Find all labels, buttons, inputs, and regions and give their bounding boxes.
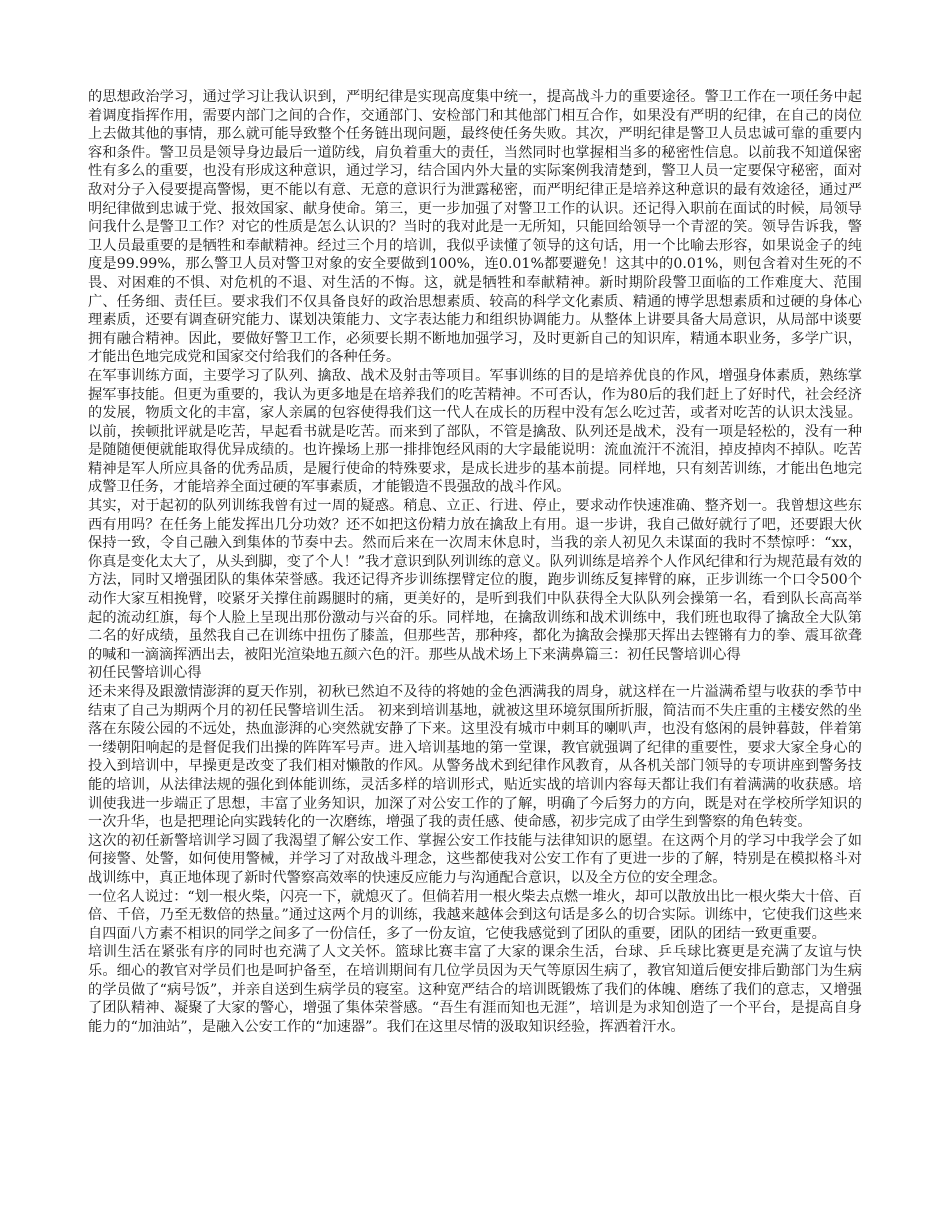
paragraph-police-skills: 这次的初任新警培训学习圆了我渴望了解公安工作、掌握公安工作技能与法律知识的愿望。在这两个月的学习中我学会了如何接警、处警，如何使用警械，并学习了对敌战斗理念，这些都使我对公安工作有了更进一步的了解，特别是在模拟格斗对战训练中，真正地体现了新时代警察高效率的快速反应能力与沟通配合意识，以及全方位的安全理念。 bbox=[88, 832, 862, 886]
paragraph-humanistic-care: 培训生活在紧张有序的同时也充满了人文关怀。篮球比赛丰富了大家的课余生活，台球、乒乓球比赛更是充满了友谊与快乐。细心的教官对学员们也是呵护备至，在培训期间有几位学员因为天气等原因生病了，教官知道后便安排后勤部门为生病的学员做了“病号饭”，并亲自送到生病学员的寝室。这种宽严结合的培训既锻炼了我们的体魄、磨练了我们的意志，又增强了团队精神、凝聚了大家的警心，增强了集体荣誉感。“吾生有涯而知也无涯”，培训是为求知创造了一个平台，是提高自身能力的“加油站”，是融入公安工作的“加速器”。我们在这里尽情的汲取知识经验，挥洒着汗水。 bbox=[88, 944, 862, 1035]
paragraph-military-training: 在军事训练方面，主要学习了队列、擒敌、战术及射击等项目。军事训练的目的是培养优良的作风，增强身体素质，熟练掌握军事技能。但更为重要的，我认为更多地是在培养我们的吃苦精神。不可否认，作为80后的我们赶上了好时代，社会经济的发展，物质文化的丰富，家人亲属的包容使得我们这一代人在成长的历程中没有怎么吃过苦，或者对吃苦的认识太浅显。以前，挨顿批评就是吃苦，早起看书就是吃苦。而来到了部队，不管是擒敌、队列还是战术，没有一项是轻松的，没有一种是随随便便就能取得优异成绩的。也许操场上那一排排饱经风雨的大字最能说明：流血流汗不流泪，掉皮掉肉不掉队。吃苦精神是军人所应具备的优秀品质，是履行使命的特殊要求，是成长进步的基本前提。同样地，只有刻苦训练，才能出色地完成警卫任务，才能培养全面过硬的军事素质，才能锻造不畏强敌的战斗作风。 bbox=[88, 367, 862, 496]
paragraph-drill-training: 其实，对于起初的队列训练我曾有过一周的疑惑。稍息、立正、行进、停止，要求动作快速准确、整齐划一。我曾想这些东西有用吗？在任务上能发挥出几分功效？还不如把这份精力放在擒敌上有用。退一步讲，我自己做好就行了吧，还要跟大伙保持一致，令自己融入到集体的节奏中去。然而后来在一次周末休息时，当我的亲人初见久未谋面的我时不禁惊呼：“xx，你真是变化太大了，从头到脚，变了个人！”我才意识到队列训练的意义。队列训练是培养个人作风纪律和行为规范最有效的方法，同时又增强团队的集体荣誉感。我还记得齐步训练摆臂定位的腹，跑步训练反复摔臂的麻，正步训练一个口令500个动作大家互相挽臂，咬紧牙关撑住前踢腿时的痛，更美好的，是听到我们中队获得全大队队列会操第一名，看到队长高高举起的流动红旗，每个人脸上呈现出那份激动与兴奋的乐。同样地，在擒敌训练和战术训练中，我们班也取得了擒敌全大队第二名的好成绩，虽然我自己在训练中扭伤了膝盖，但那些苦，那种疼，都化为擒敌会操那天挥出去铿锵有力的拳、震耳欲聋的喊和一滴滴挥洒出去，被阳光渲染地五颜六色的汗。那些从战术场上下来满鼻篇三：初任民警培训心得 bbox=[88, 498, 862, 663]
section-heading: 初任民警培训心得 bbox=[88, 665, 202, 682]
paragraph-training-base: 还未来得及跟激情澎湃的夏天作别，初秋已然迫不及待的将她的金色洒满我的周身，就这样在一片溢满希望与收获的季节中结束了自己为期两个月的初任民警培训生活。 初来到培训基地，就被这里环境氛围所折服，简洁而不失庄重的主楼安然的坐落在东陵公园的不远处，热血澎湃的心突然就安静了下来。这里没有城市中刺耳的喇叭声，也没有悠闲的晨钟暮鼓，伴着第一缕朝阳响起的是督促我们出操的阵阵军号声。进入培训基地的第一堂课，教官就强调了纪律的重要性，要求大家全身心的投入到培训中，早操更是改变了我们相对懒散的作风。从警务战术到纪律作风教育，从各机关部门领导的专项讲座到警务技能的培训，从法律法规的强化到体能训练，灵活多样的培训形式，贴近实战的培训内容每天都让我们有着满满的收获感。培训使我进一步端正了思想，丰富了业务知识，加深了对公安工作的了解，明确了今后努力的方向，既是对在学校所学知识的一次升华，也是把理论向实践转化的一次磨练，增强了我的责任感、使命感，初步完成了由学生到警察的角色转变。 bbox=[88, 684, 862, 831]
paragraph-discipline: 的思想政治学习，通过学习让我认识到，严明纪律是实现高度集中统一，提高战斗力的重要途径。警卫工作在一项任务中起着调度指挥作用，需要内部门之间的合作，交通部门、安检部门和其他部门相互合作，如果没有严明的纪律，在自己的岗位上去做其他的事情，那么就可能导致整个任务链出现问题，最终使任务失败。其次，严明纪律是警卫人员忠诚可靠的重要内容和条件。警卫员是领导身边最后一道防线，肩负着重大的责任，当然同时也掌握相当多的秘密性信息。以前我不知道保密性有多么的重要，也没有形成这种意识，通过学习，结合国内外大量的实际案例我清楚到，警卫人员一定要保守秘密，面对敌对分子入侵要提高警惕，更不能以有意、无意的意识行为泄露秘密，而严明纪律正是培养这种意识的最有效途径，通过严明纪律做到忠诚于党、报效国家、献身使命。第三，更一步加强了对警卫工作的认识。还记得入职前在面试的时候，局领导问我什么是警卫工作？对它的性质是怎么认识的？当时的我对此是一无所知，只能回给领导一个青涩的笑。领导告诉我，警卫人员最重要的是牺牲和奉献精神。经过三个月的培训，我似乎读懂了领导的这句话，用一个比喻去形容，如果说金子的纯度是99.99%，那么警卫人员对警卫对象的安全要做到100%，连0.01%都要避免！这其中的0.01%，则包含着对生死的不畏、对困难的不惧、对危机的不退、对生活的不悔。这，就是牺牲和奉献精神。新时期阶段警卫面临的工作难度大、范围广、任务细、责任巨。要求我们不仅具备良好的政治思想素质、较高的科学文化素质、精通的博学思想素质和过硬的身体心理素质，还要有调查研究能力、谋划决策能力、文字表达能力和组织协调能力。从整体上讲要具备大局意识，从局部中谈要拥有融合精神。因此，要做好警卫工作，必须要长期不断地加强学习，及时更新自己的知识库，精通本职业务，多学广识，才能出色地完成党和国家交付给我们的各种任务。 bbox=[88, 89, 862, 366]
paragraph-teamwork-quote: 一位名人说过：“划一根火柴，闪亮一下，就熄灭了。但倘若用一根火柴去点燃一堆火，却可以散放出比一根火柴大十倍、百倍、千倍，乃至无数倍的热量。”通过这两个月的训练，我越来越体会到这句话是多么的切合实际。训练中，它使我们这些来自四面八方素不相识的同学之间多了一份信任，多了一份友谊，它使我感觉到了团队的重要，团队的团结一致更重要。 bbox=[88, 888, 862, 942]
